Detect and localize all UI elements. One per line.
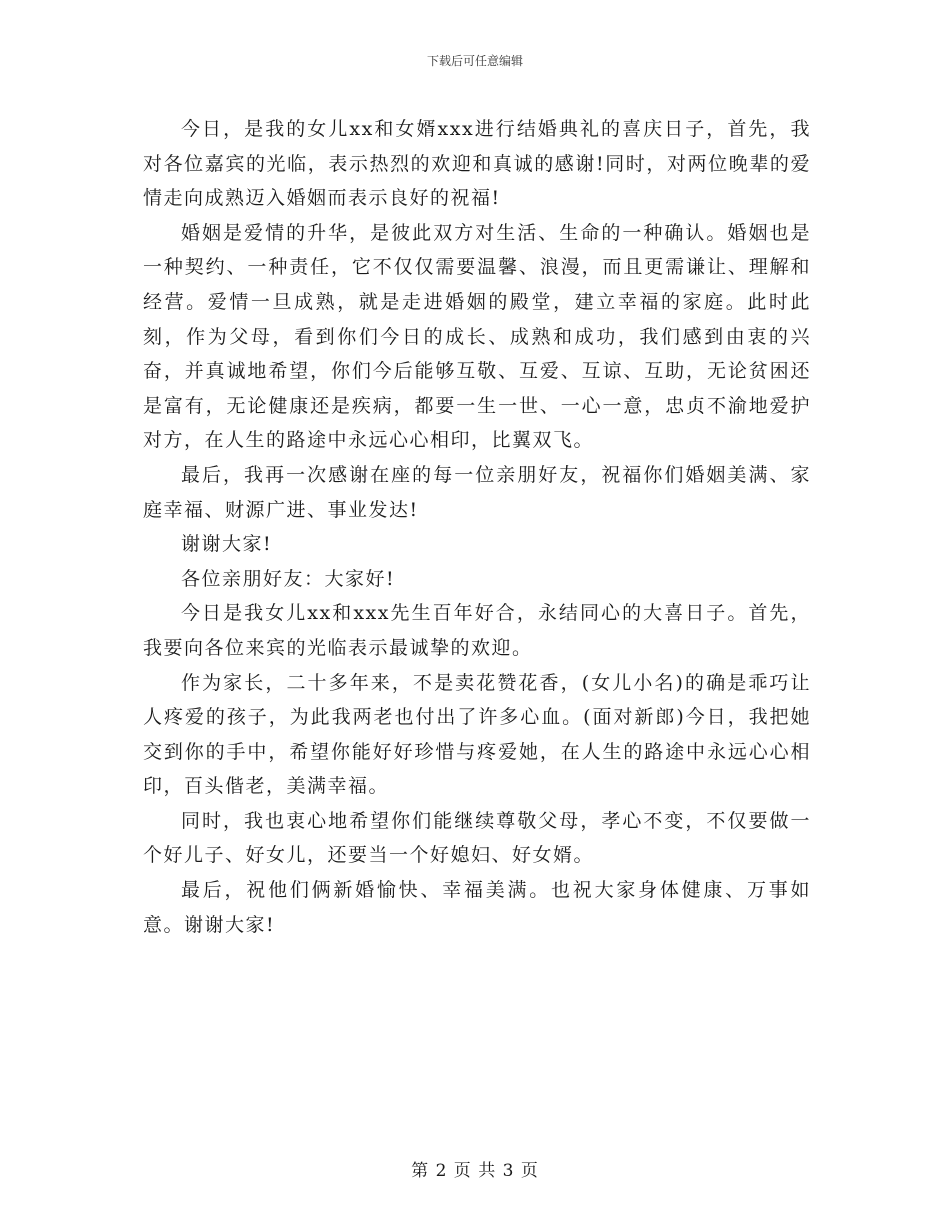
paragraph-3: 最后，我再一次感谢在座的每一位亲朋好友，祝福你们婚姻美满、家庭幸福、财源广进、事业发达!	[143, 463, 811, 521]
paragraph-8: 同时，我也衷心地希望你们能继续尊敬父母，孝心不变，不仅要做一个好儿子、好女儿，还要当一个好媳妇、好女婿。	[143, 809, 811, 867]
paragraph-7: 作为家长，二十多年来，不是卖花赞花香，(女儿小名)的确是乖巧让人疼爱的孩子，为此我两老也付出了许多心血。(面对新郎)今日，我把她交到你的手中，希望你能好好珍惜与疼爱她，在人生的路途中永远心心相印，百头偕老，美满幸福。	[143, 671, 811, 798]
document-body	[143, 112, 811, 942]
paragraph-5: 各位亲朋好友：大家好!	[181, 567, 396, 590]
paragraph-1: 今日，是我的女儿xx和女婿xxx进行结婚典礼的喜庆日子，首先，我对各位嘉宾的光临，表示热烈的欢迎和真诚的感谢!同时，对两位晚辈的爱情走向成熟迈入婚姻而表示良好的祝福!	[143, 118, 811, 210]
paragraph-4: 谢谢大家!	[181, 533, 273, 556]
paragraph-6: 今日是我女儿xx和xxx先生百年好合，永结同心的大喜日子。首先，我要向各位来宾的光临表示最诚挚的欢迎。	[143, 602, 811, 659]
paragraph-9: 最后，祝他们俩新婚愉快、幸福美满。也祝大家身体健康、万事如意。谢谢大家!	[143, 879, 811, 936]
page-number: 第 2 页 共 3 页	[411, 1161, 539, 1181]
page-header: 下载后可任意编辑	[426, 54, 523, 68]
paragraph-2: 婚姻是爱情的升华，是彼此双方对生活、生命的一种确认。婚姻也是一种契约、一种责任，它不仅仅需要温馨、浪漫，而且更需谦让、理解和经营。爱情一旦成熟，就是走进婚姻的殿堂，建立幸福的家庭。此时此刻，作为父母，看到你们今日的成长、成熟和成功，我们感到由衷的兴奋，并真诚地希望，你们今后能够互敬、互爱、互谅、互助，无论贫困还是富有，无论健康还是疾病，都要一生一世、一心一意，忠贞不渝地爱护对方，在人生的路途中永远心心相印，比翼双飞。	[143, 221, 811, 452]
